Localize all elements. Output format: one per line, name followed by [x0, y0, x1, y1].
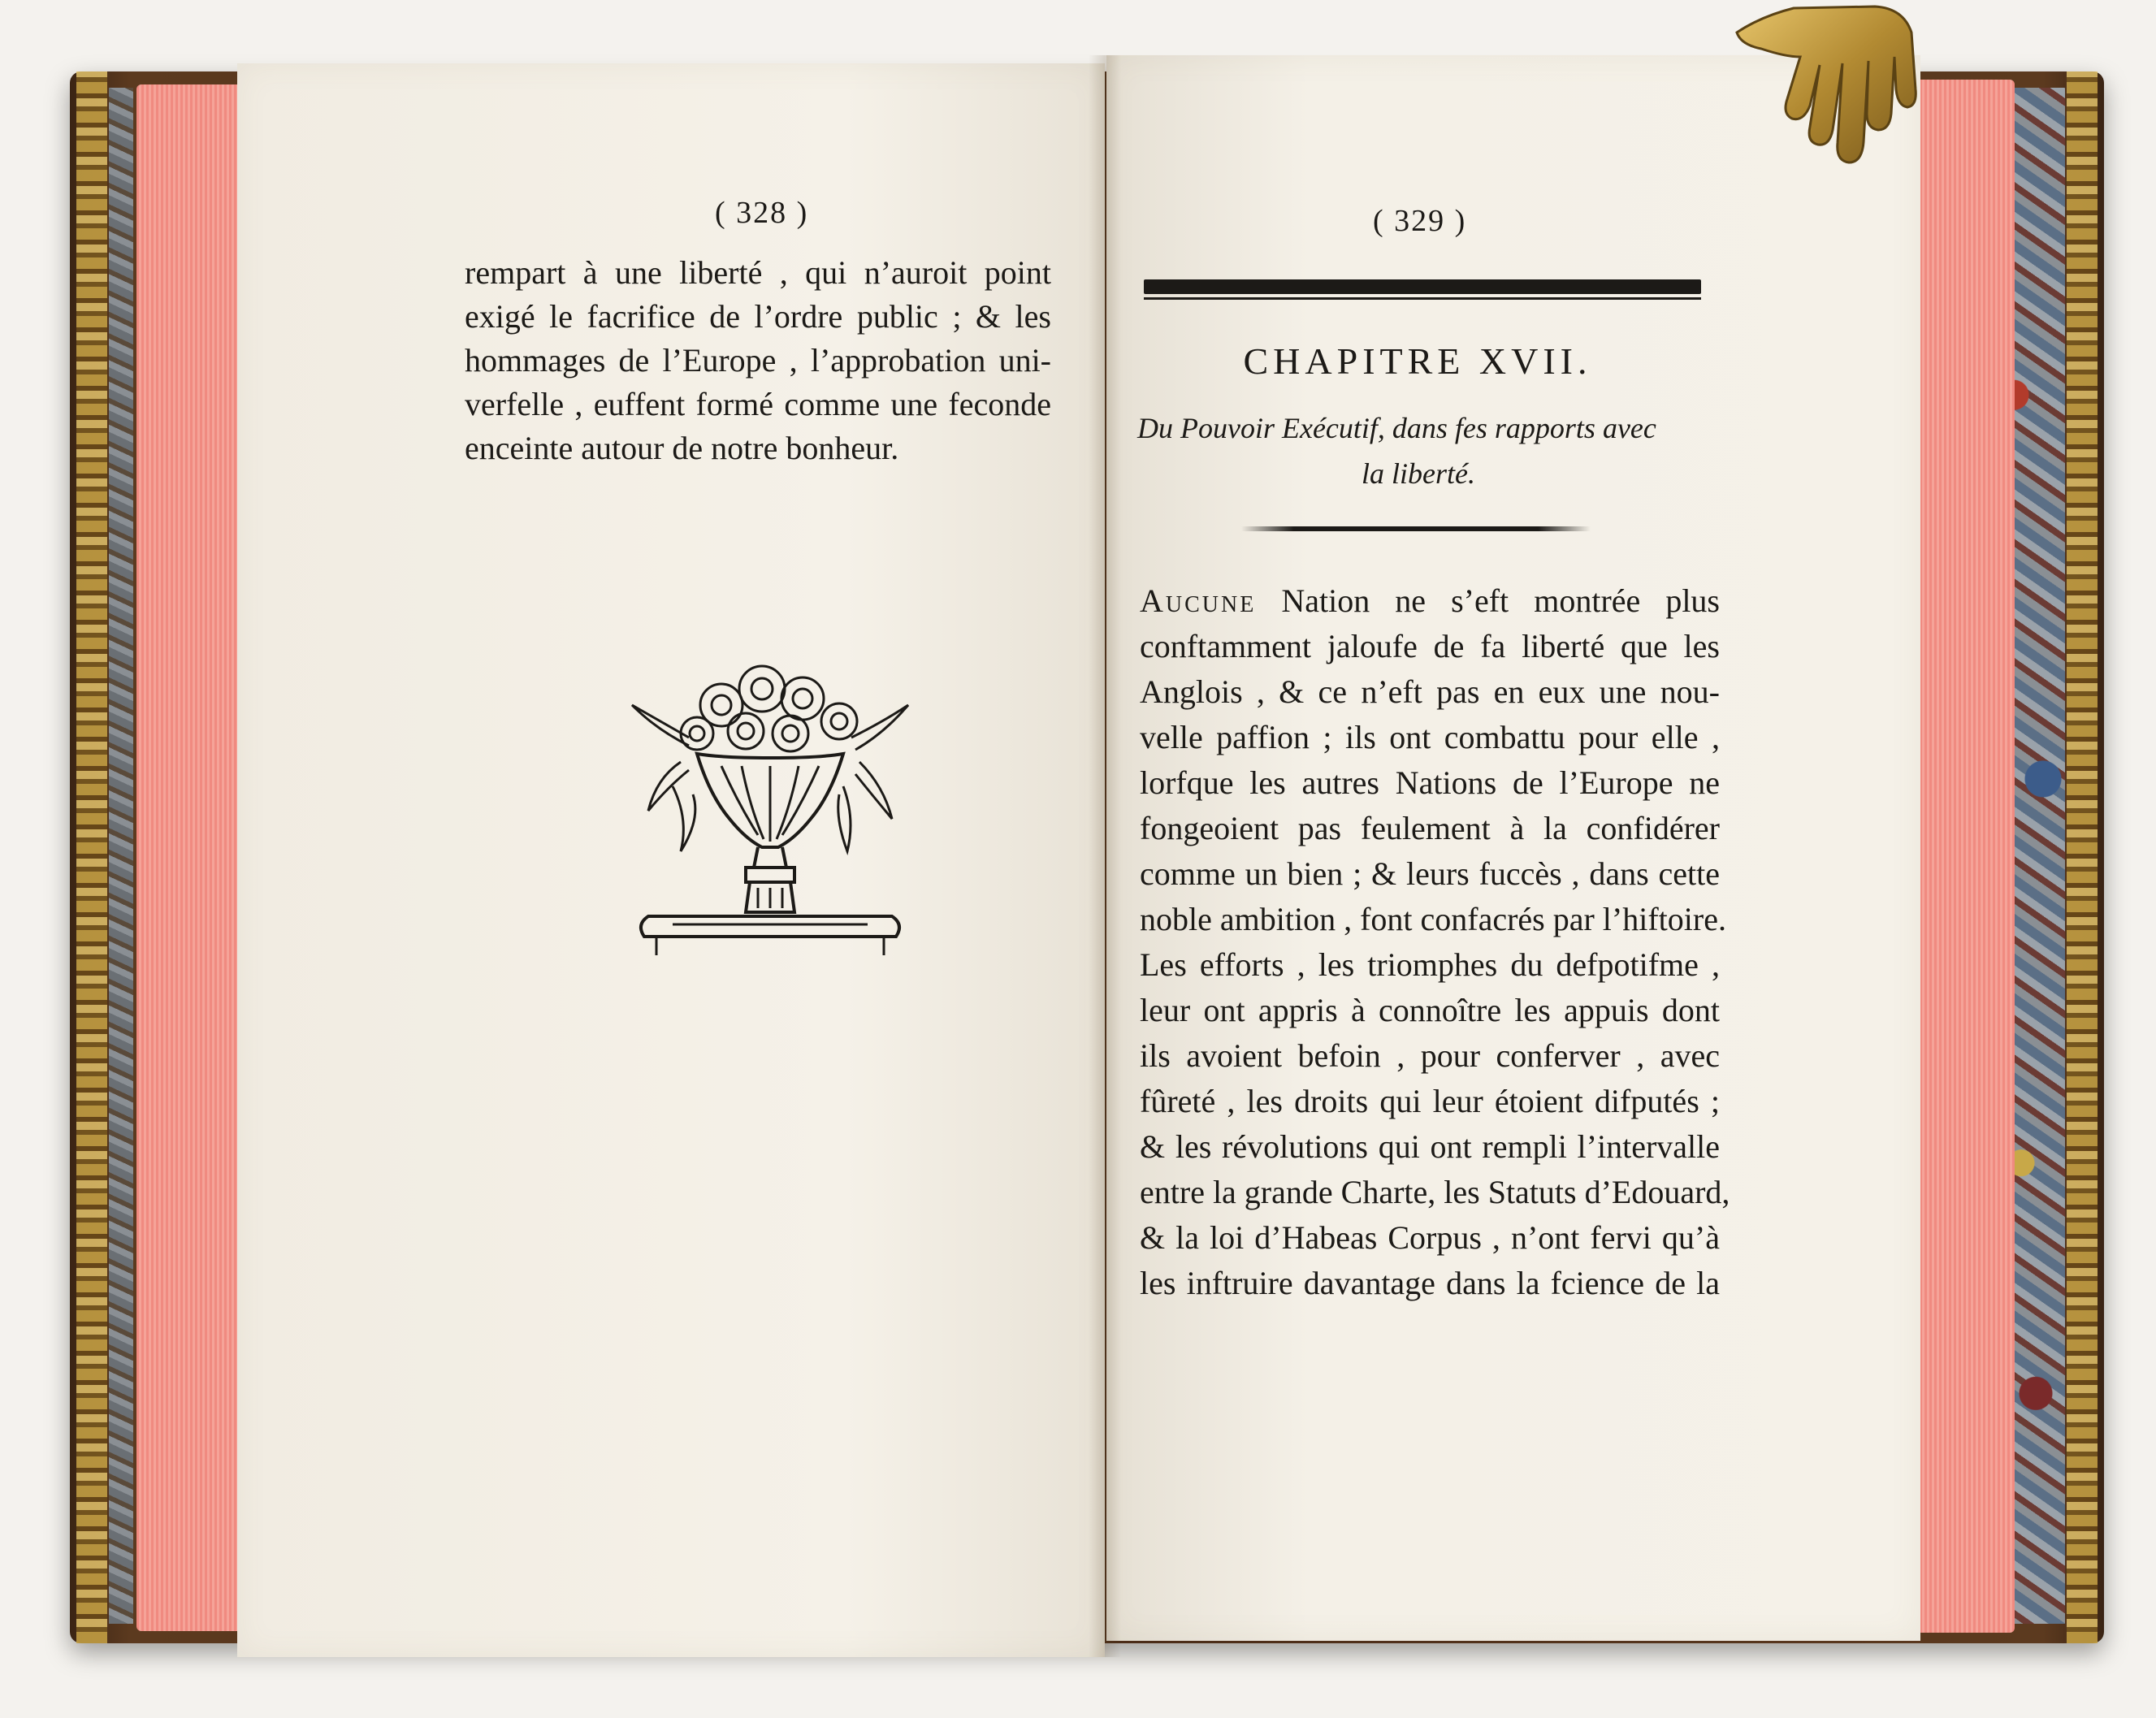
right-line: noble ambition , font confacrés par l’hiftoire. [1140, 901, 1726, 937]
page-edges-left [136, 84, 240, 1631]
gilt-border-left [76, 71, 107, 1643]
chapter-title: CHAPITRE XVII. [1243, 340, 1592, 382]
right-line-first [1140, 582, 1720, 619]
chapter-rule-bottom [1241, 526, 1591, 531]
book-gutter [1089, 55, 1121, 1657]
left-page-number: ( 328 ) [715, 196, 809, 230]
right-line: entre la grande Charte, les Statuts d’Edouard, [1140, 1174, 1730, 1210]
right-line: leur ont appris à connoître les appuis dont [1140, 992, 1720, 1028]
right-line: Les efforts , les triomphes du defpotifme , [1140, 946, 1720, 983]
vase-ornament-icon [624, 656, 916, 957]
chapter-rule-top [1144, 279, 1701, 294]
right-line: & les révolutions qui ont rempli l’intervalle [1140, 1128, 1720, 1165]
right-line: fûreté , les droits qui leur étoient difputés ; [1140, 1083, 1720, 1119]
left-line: enceinte autour de notre bonheur. [465, 430, 899, 466]
marbled-endpaper-left [109, 88, 133, 1624]
chapter-subtitle-line1: Du Pouvoir Exécutif, dans fes rapports avec [1137, 412, 1656, 444]
right-line: ils avoient befoin , pour conferver , avec [1140, 1037, 1720, 1074]
brass-hand-bookmark-icon [1729, 0, 1924, 179]
right-line: les inftruire davantage dans la fcience de la [1140, 1265, 1720, 1301]
page-edges-right [1917, 80, 2015, 1633]
left-line: hommages de l’Europe , l’approbation uni- [465, 342, 1051, 379]
left-line: rempart à une liberté , qui n’auroit point [465, 254, 1051, 291]
chapter-subtitle-line2: la liberté. [1362, 457, 1475, 490]
right-line: velle paffion ; ils ont combattu pour elle , [1140, 719, 1720, 755]
right-line: conftamment jaloufe de fa liberté que les [1140, 628, 1720, 664]
right-line: Anglois , & ce n’eft pas en eux une nou- [1140, 673, 1720, 710]
right-page-number: ( 329 ) [1373, 204, 1467, 238]
right-line: lorfque les autres Nations de l’Europe ne [1140, 764, 1720, 801]
opening-word: Aucune [1140, 582, 1257, 619]
right-line: comme un bien ; & leurs fuccès , dans cette [1140, 855, 1720, 892]
left-line: exigé le facrifice de l’ordre public ; & les [465, 298, 1051, 335]
left-line: verfelle , euffent formé comme une feconde [465, 386, 1051, 422]
right-line: & la loi d’Habeas Corpus , n’ont fervi qu’à [1140, 1219, 1720, 1256]
right-line: fongeoient pas feulement à la confidérer [1140, 810, 1720, 846]
first-line-rest: Nation ne s’eft montrée plus [1256, 582, 1720, 619]
gilt-border-right [2067, 71, 2098, 1643]
